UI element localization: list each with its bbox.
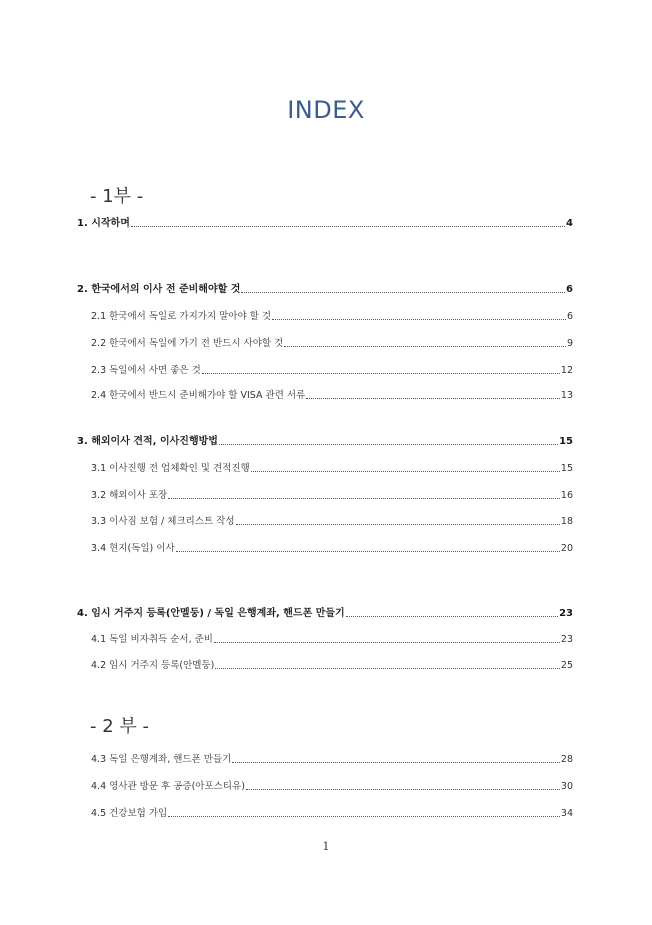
- toc-entry-label: 4.1 독일 비자취득 순서, 준비: [91, 634, 213, 645]
- toc-entry-page: 12: [560, 365, 573, 376]
- toc-entry[interactable]: [77, 604, 573, 620]
- toc-entry-page: 15: [559, 436, 573, 447]
- dot-leader: [131, 226, 565, 227]
- toc-subentry[interactable]: [91, 804, 573, 820]
- document-title: INDEX: [287, 96, 365, 124]
- dot-leader: [168, 498, 560, 499]
- dot-leader: [272, 319, 566, 320]
- toc-entry-label: 3.3 이사짐 보험 / 체크리스트 작성: [91, 516, 235, 527]
- toc-entry-label: 1. 시작하며: [77, 218, 130, 229]
- toc-entry[interactable]: [77, 214, 573, 230]
- dot-leader: [346, 616, 558, 617]
- toc-entry-page: 20: [560, 543, 573, 554]
- toc-entry-label: 3.1 이사진행 전 업체확인 및 견적진행: [91, 463, 250, 474]
- dot-leader: [241, 292, 565, 293]
- toc-entry-label: 4.4 영사관 방문 후 공증(아포스티유): [91, 781, 245, 792]
- dot-leader: [214, 642, 560, 643]
- toc-entry-label: 2.1 한국에서 독일로 가지가지 말아야 할 것: [91, 311, 272, 322]
- dot-leader: [232, 762, 560, 763]
- toc-entry-label: 4. 임시 거주지 등록(안멜둥) / 독일 은행계좌, 핸드폰 만들기: [77, 608, 345, 619]
- toc-entry-label: 2. 한국에서의 이사 전 준비해야할 것: [77, 284, 241, 295]
- dot-leader: [219, 444, 558, 445]
- dot-leader: [202, 373, 560, 374]
- toc-subentry[interactable]: [91, 539, 573, 555]
- page-number: 1: [322, 840, 330, 853]
- toc-entry-page: 9: [566, 338, 573, 349]
- toc-subentry[interactable]: [91, 386, 573, 402]
- dot-leader: [306, 398, 560, 399]
- dot-leader: [284, 346, 566, 347]
- toc-entry[interactable]: [77, 432, 573, 448]
- toc-entry-page: 6: [566, 311, 573, 322]
- toc-subentry[interactable]: [91, 777, 573, 793]
- toc-entry-label: 2.2 한국에서 독일에 가기 전 반드시 사야할 것: [91, 338, 284, 349]
- toc-subentry[interactable]: [91, 334, 573, 350]
- part-heading-2: - 2 부 -: [90, 716, 149, 737]
- toc-entry-page: 4: [566, 218, 573, 229]
- toc-entry-page: 23: [560, 634, 573, 645]
- toc-entry-page: 34: [560, 808, 573, 819]
- dot-leader: [168, 816, 560, 817]
- part-heading-1: - 1부 -: [90, 186, 144, 207]
- toc-subentry[interactable]: [91, 361, 573, 377]
- toc-entry-label: 2.3 독일에서 사면 좋은 것: [91, 365, 201, 376]
- toc-entry-page: 13: [560, 390, 573, 401]
- dot-leader: [215, 668, 560, 669]
- toc-entry-label: 4.3 독일 은행계좌, 핸드폰 만들기: [91, 754, 232, 765]
- dot-leader: [251, 471, 560, 472]
- toc-subentry[interactable]: [91, 459, 573, 475]
- dot-leader: [246, 789, 560, 790]
- toc-entry-label: 3.4 현지(독일) 이사: [91, 543, 175, 554]
- toc-subentry[interactable]: [91, 630, 573, 646]
- toc-entry-page: 30: [560, 781, 573, 792]
- toc-entry-page: 6: [566, 284, 573, 295]
- toc-subentry[interactable]: [91, 307, 573, 323]
- toc-entry-label: 4.5 건강보험 가입: [91, 808, 168, 819]
- toc-subentry[interactable]: [91, 656, 573, 672]
- toc-entry-label: 3.2 해외이사 포장: [91, 490, 168, 501]
- toc-entry-page: 25: [560, 660, 573, 671]
- toc-entry-label: 2.4 한국에서 반드시 준비해가야 할 VISA 관련 서류: [91, 390, 306, 401]
- toc-subentry[interactable]: [91, 750, 573, 766]
- toc-entry-label: 4.2 임시 거주지 등록(안멜둥): [91, 660, 215, 671]
- toc-entry-page: 16: [560, 490, 573, 501]
- dot-leader: [236, 524, 560, 525]
- dot-leader: [176, 551, 560, 552]
- toc-entry-page: 15: [560, 463, 573, 474]
- toc-entry[interactable]: [77, 280, 573, 296]
- toc-entry-label: 3. 해외이사 견적, 이사진행방법: [77, 436, 218, 447]
- toc-entry-page: 28: [560, 754, 573, 765]
- toc-subentry[interactable]: [91, 486, 573, 502]
- toc-entry-page: 23: [559, 608, 573, 619]
- toc-subentry[interactable]: [91, 512, 573, 528]
- toc-entry-page: 18: [560, 516, 573, 527]
